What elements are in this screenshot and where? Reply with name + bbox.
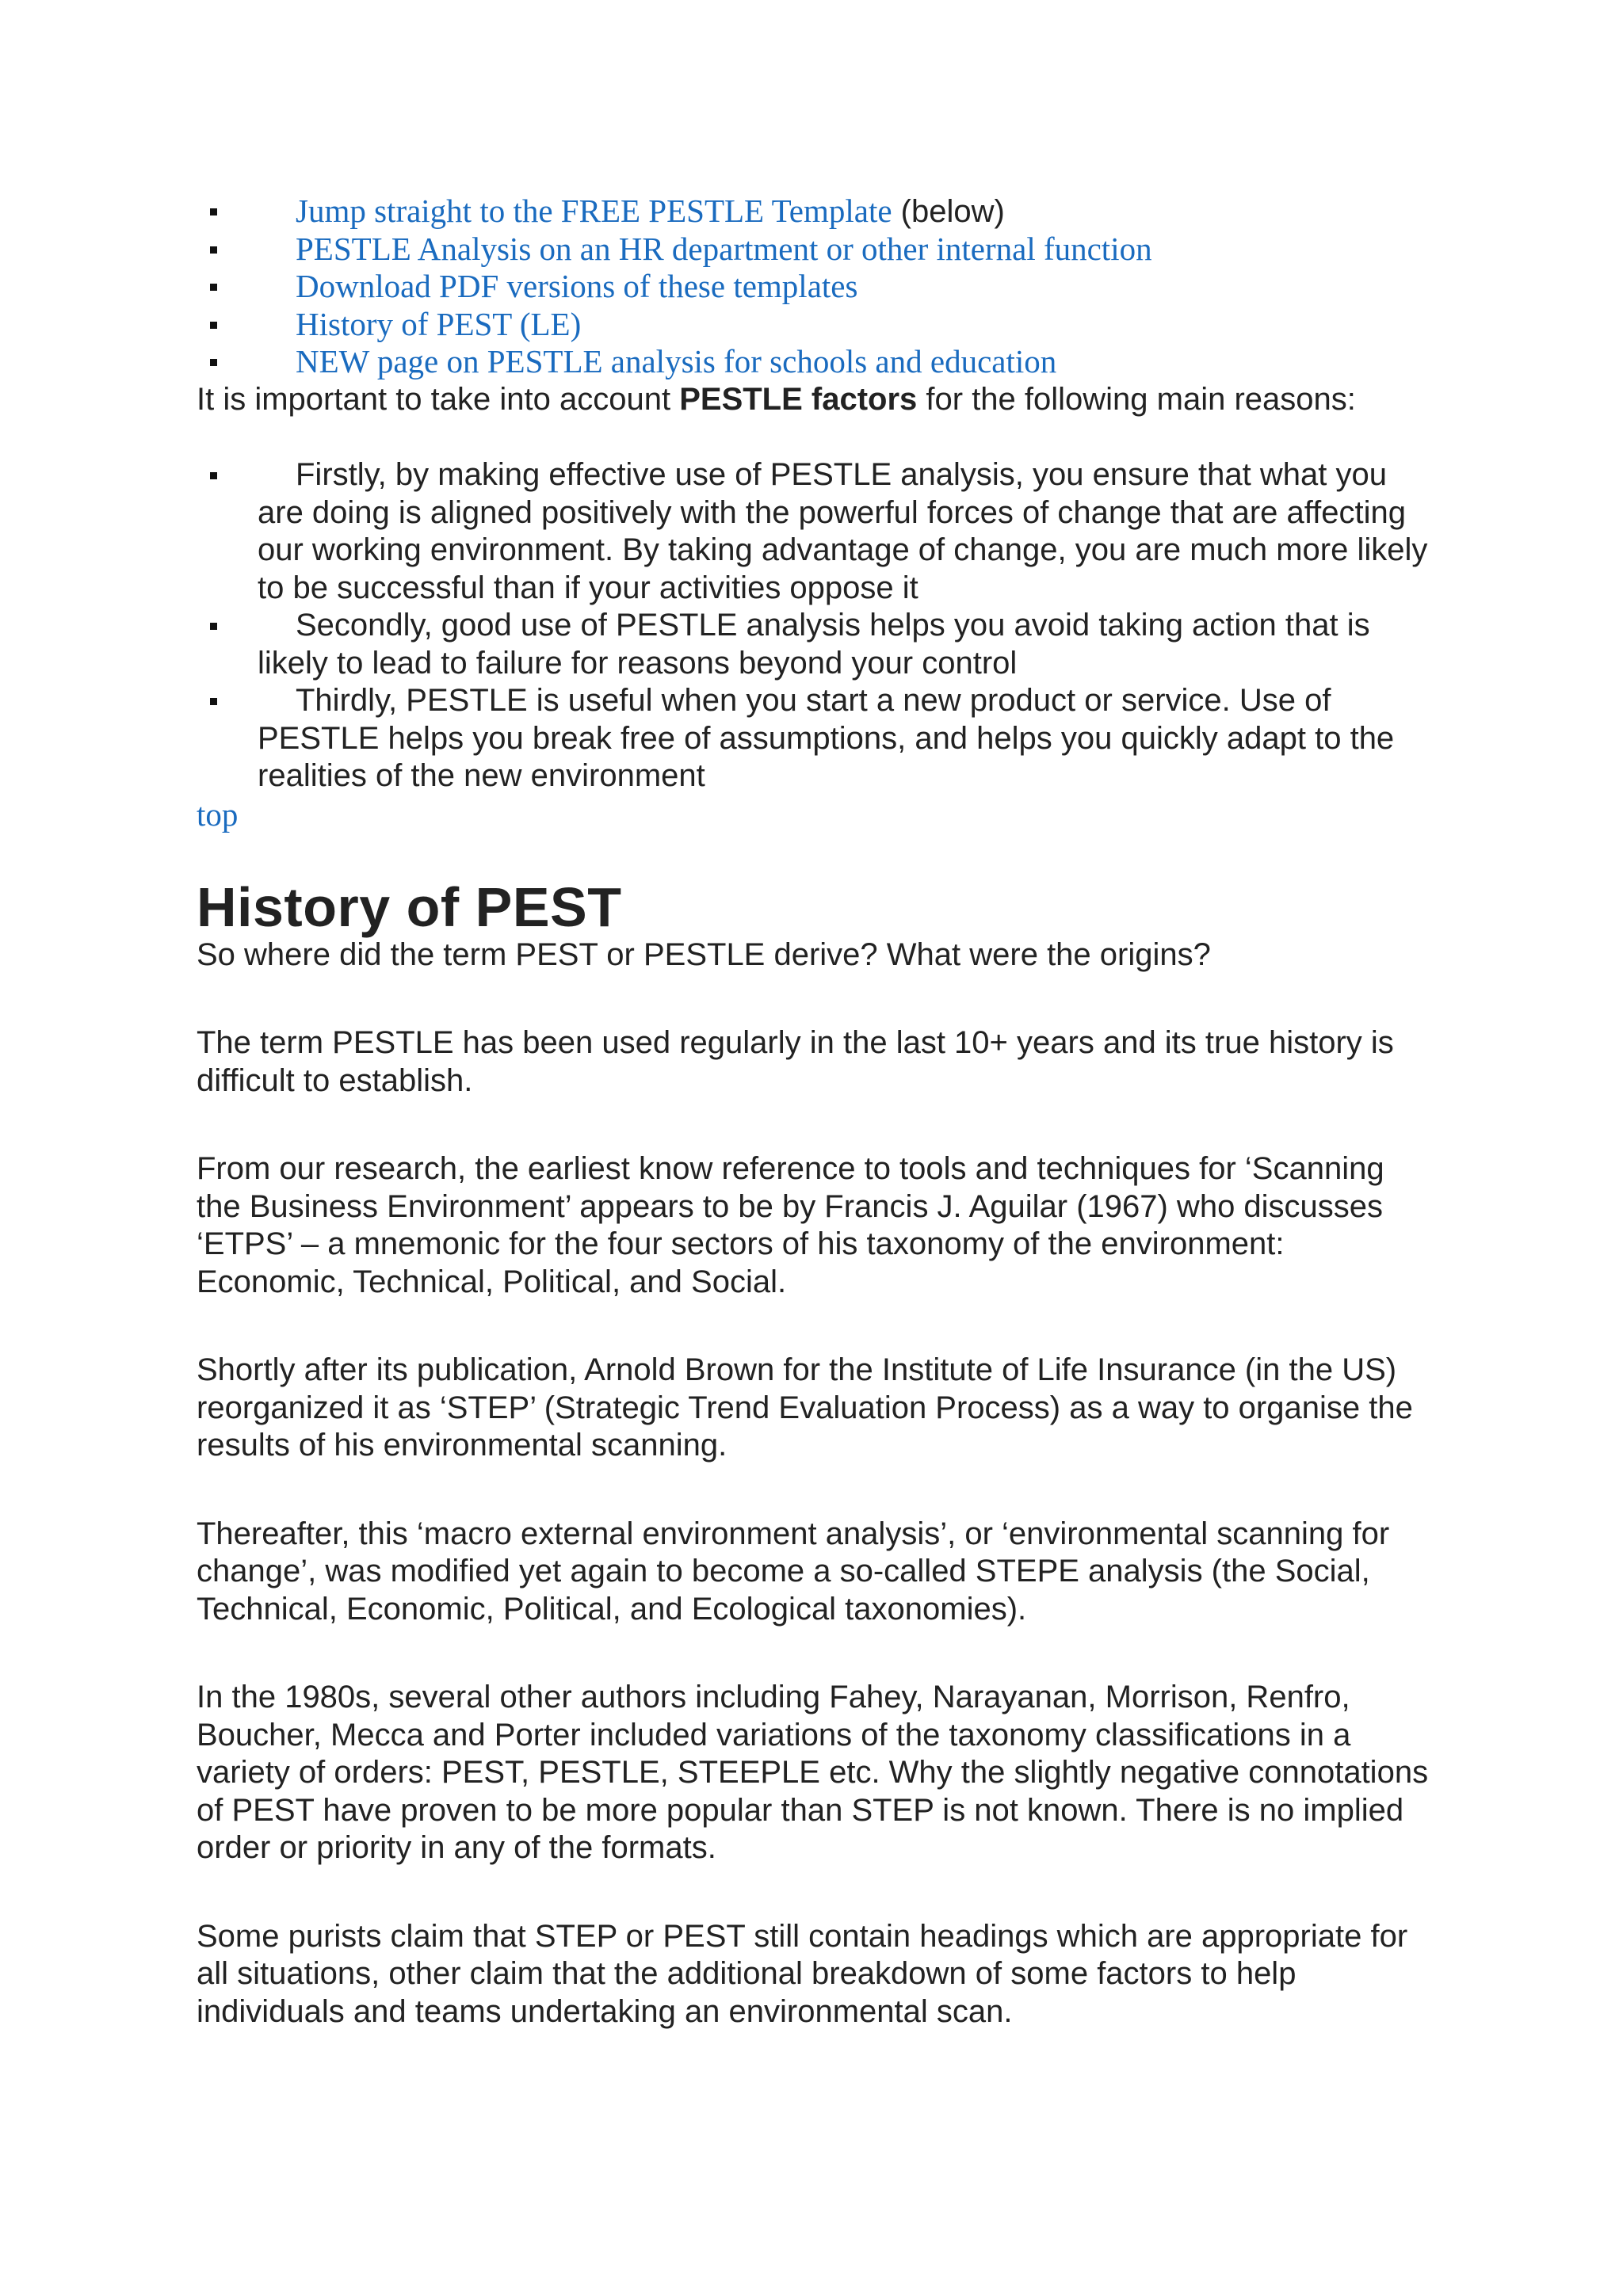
reason-item <box>197 456 1430 607</box>
bullet-square-icon <box>210 359 217 366</box>
history-paragraph: Some purists claim that STEP or PEST still contain headings which are appropriate for all situations, other claim that the additional breakdown of some factors to help individuals and teams undertaking an environmental scan. <box>197 1918 1408 2029</box>
history-paragraph: So where did the term PEST or PESTLE derive? What were the origins? <box>197 936 1211 972</box>
reason-item <box>197 682 1430 795</box>
document-page <box>197 193 1433 2031</box>
history-paragraph: In the 1980s, several other authors including Fahey, Narayanan, Morrison, Renfro, Boucher, Mecca and Porter included variations of the taxonomy classifications in a variety of orders: PEST, PESTLE, STEEPLE etc. Why the slightly negative connotations of PEST have proven to be more popular than STEP is not known. There is no implied order or priority in any of the formats. <box>197 1680 1429 1865</box>
history-paragraph: From our research, the earliest know reference to tools and techniques for ‘Scanning the Business Environment’ appears to be by Francis J. Aguilar (1967) who discusses ‘ETPS’ – a mnemonic for the four sectors of his taxonomy of the environment: Economic, Technical, Political, and Social. <box>197 1151 1384 1299</box>
bullet-square-icon <box>210 246 217 254</box>
jump-list-item <box>197 343 1433 381</box>
jump-to-template-link[interactable]: Jump straight to the FREE PESTLE Template <box>296 193 892 229</box>
intro-text-before: It is important to take into account <box>197 381 680 417</box>
history-paragraph: Shortly after its publication, Arnold Brown for the Institute of Life Insurance (in the US) reorganized it as ‘STEP’ (Strategic Trend Evaluation Process) as a way to organise the results of his environmental scanning. <box>197 1352 1413 1463</box>
jump-list-item <box>197 231 1433 269</box>
jump-links-list <box>197 193 1433 381</box>
jump-list-item <box>197 306 1433 344</box>
reason-continuation: likely to lead to failure for reasons beyond your control <box>258 645 1018 681</box>
bullet-square-icon <box>210 284 217 291</box>
reason-continuation: PESTLE helps you break free of assumptions, and helps you quickly adapt to the realities of the new environment <box>258 720 1395 793</box>
bullet-square-icon <box>210 698 217 705</box>
intro-bold-text: PESTLE factors <box>679 381 918 417</box>
jump-link-suffix: (below) <box>892 194 1005 229</box>
jump-list-item <box>197 268 1433 306</box>
history-of-pest-link[interactable]: History of PEST (LE) <box>296 305 582 342</box>
history-paragraph: Thereafter, this ‘macro external environment analysis’, or ‘environmental scanning for change’, was modified yet again to become a so-called STEPE analysis (the Social, Technical, Economic, Political, and Ecological taxonomies). <box>197 1516 1390 1627</box>
intro-sentence <box>197 381 1433 419</box>
bullet-square-icon <box>210 322 217 329</box>
reason-first-line: Secondly, good use of PESTLE analysis helps you avoid taking action that is <box>296 608 1370 643</box>
reason-first-line: Firstly, by making effective use of PESTLE analysis, you ensure that what you <box>296 457 1387 492</box>
jump-list-item <box>197 193 1433 231</box>
reason-item <box>197 607 1430 682</box>
pestle-schools-link[interactable]: NEW page on PESTLE analysis for schools and education <box>296 343 1057 379</box>
intro-text-after: for the following main reasons: <box>917 381 1356 417</box>
back-to-top-link[interactable]: top <box>197 795 239 833</box>
bullet-square-icon <box>210 623 217 630</box>
reason-continuation: are doing is aligned positively with the powerful forces of change that are affecting our working environment. By taking advantage of change, you are much more likely to be successful than if your activities oppose it <box>258 494 1428 605</box>
history-heading: History of PEST <box>197 875 622 938</box>
download-pdf-link[interactable]: Download PDF versions of these templates <box>296 268 858 304</box>
history-paragraph: The term PESTLE has been used regularly in the last 10+ years and its true history is difficult to establish. <box>197 1025 1394 1098</box>
pestle-hr-link[interactable]: PESTLE Analysis on an HR department or other internal function <box>296 230 1152 267</box>
reason-first-line: Thirdly, PESTLE is useful when you start a new product or service. Use of <box>296 683 1331 718</box>
bullet-square-icon <box>210 208 217 215</box>
reasons-list <box>197 456 1433 795</box>
bullet-square-icon <box>210 472 217 479</box>
